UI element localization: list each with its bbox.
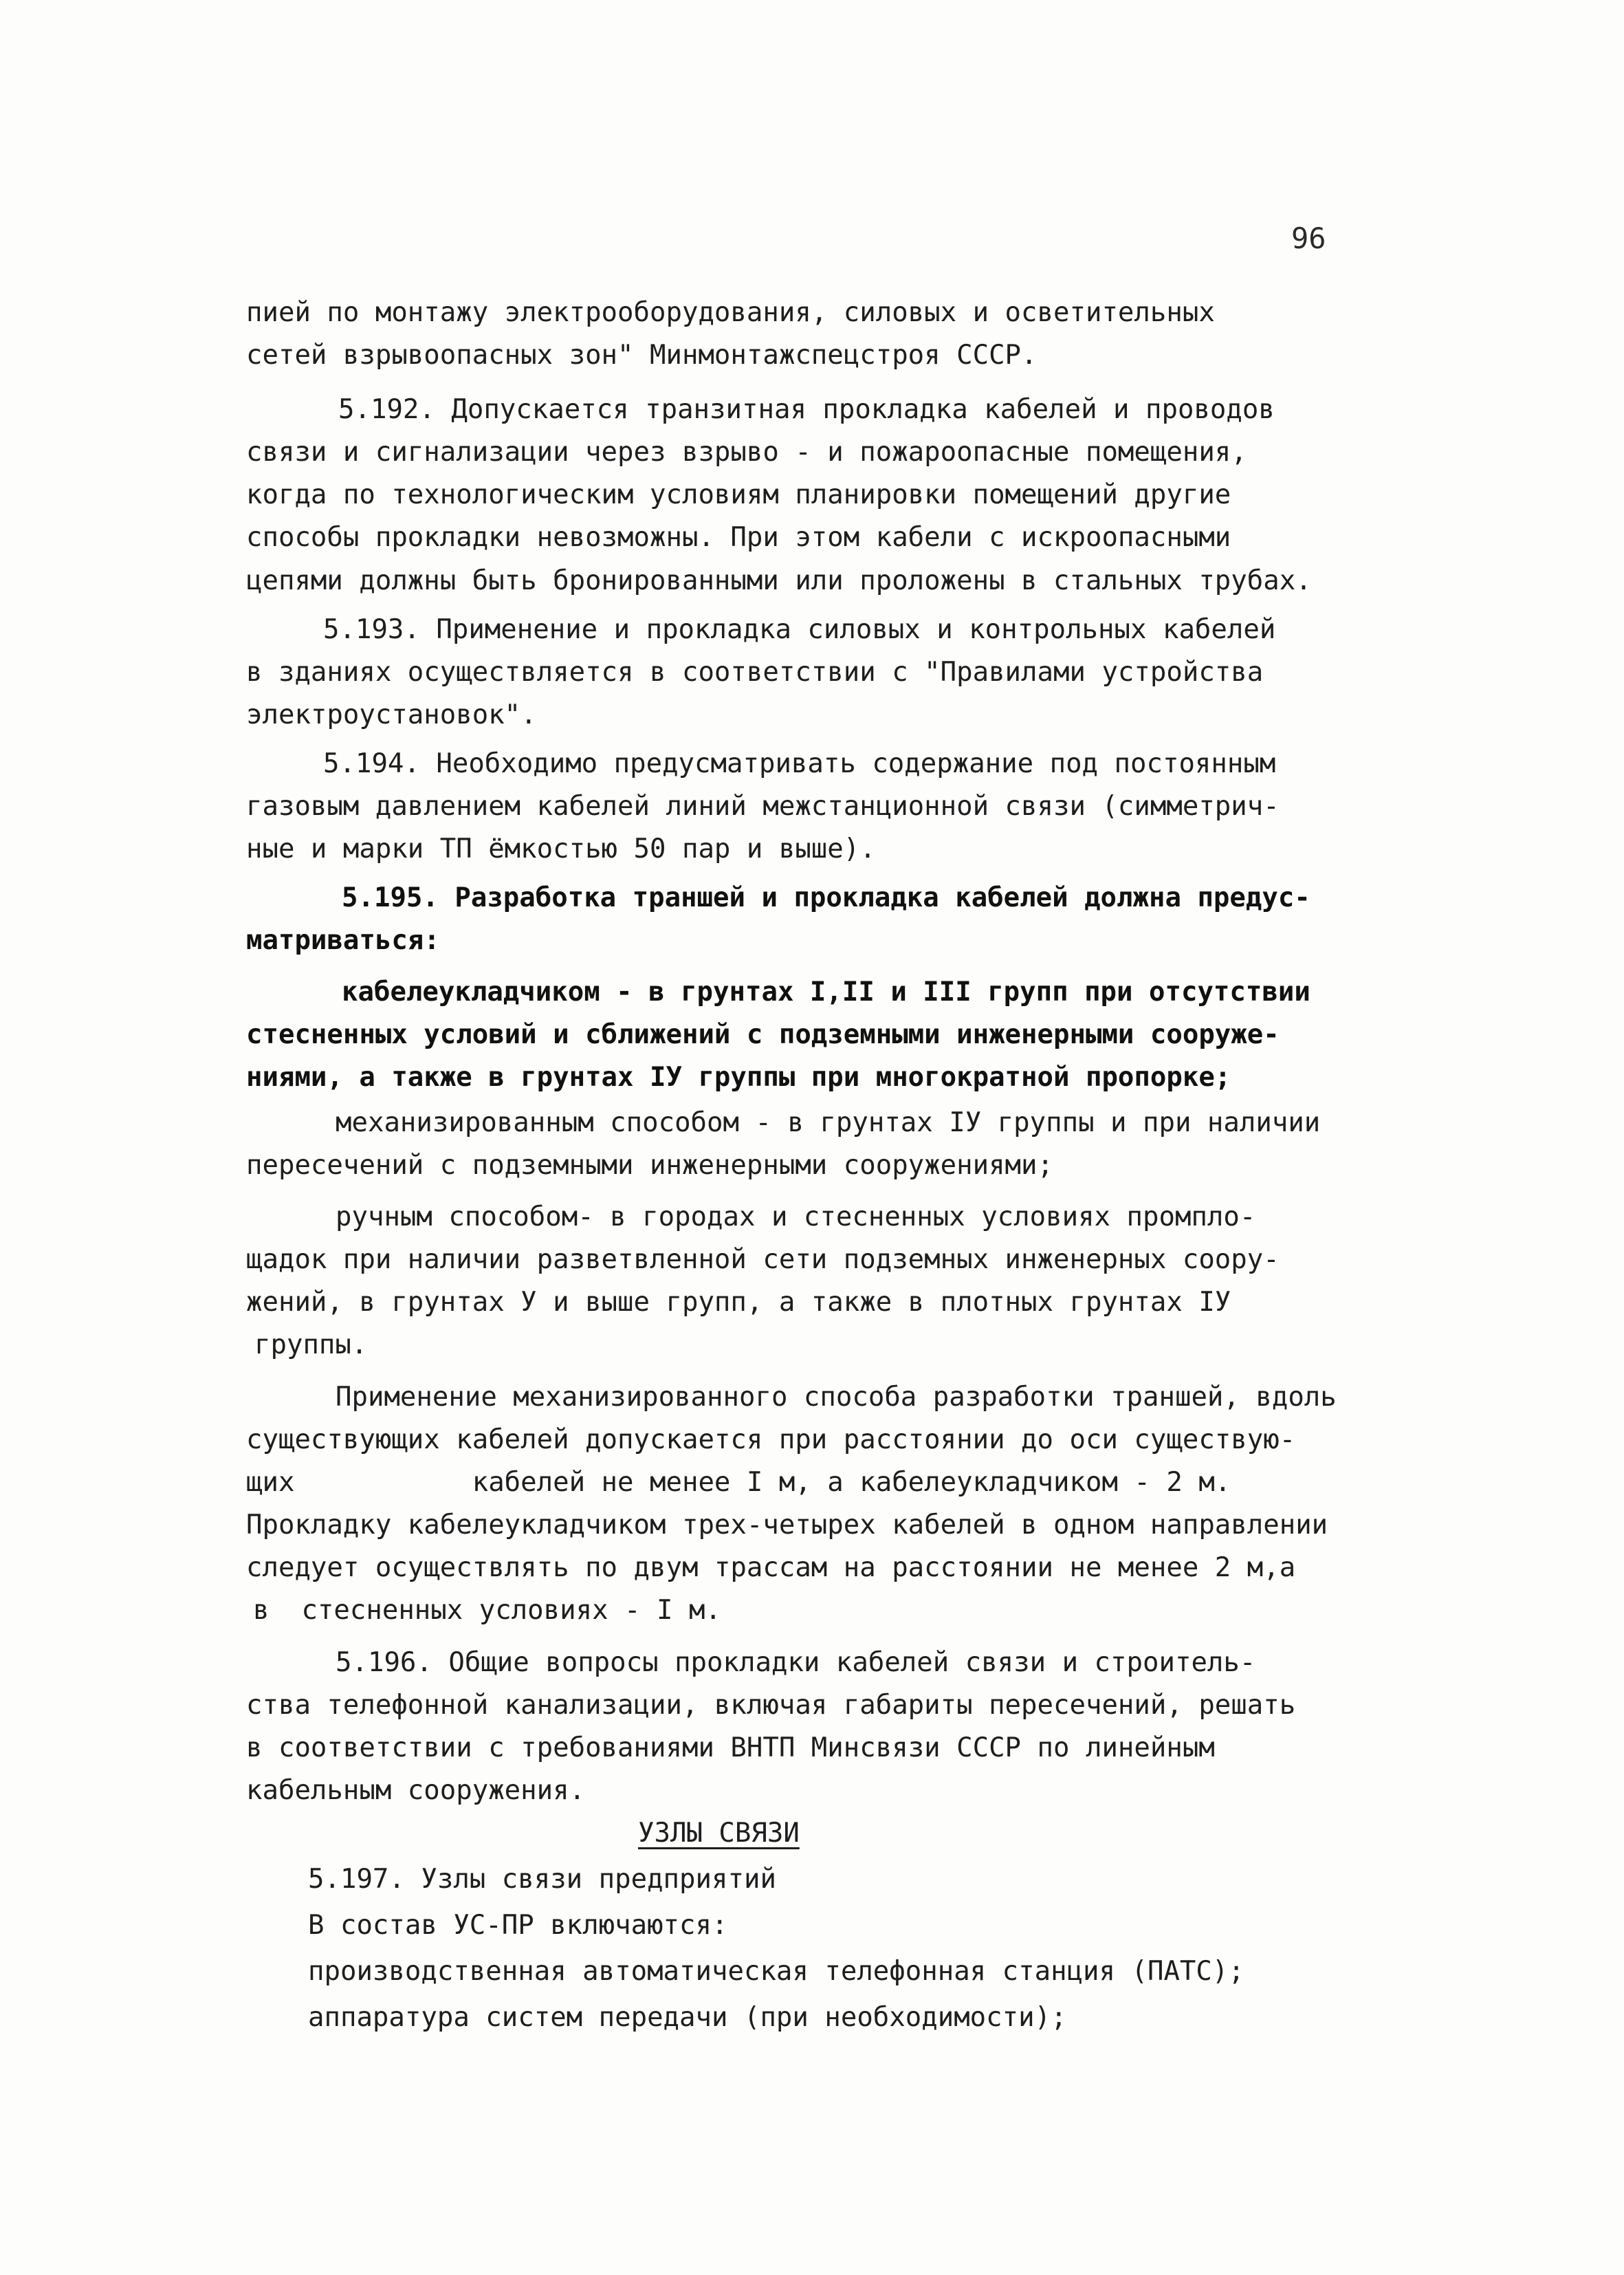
text-line: электроустановок". (246, 699, 537, 730)
text-line: пией по монтажу электрооборудования, силовых и осветительных (246, 297, 1215, 328)
text-line: существующих кабелей допускается при расстоянии до оси существую- (246, 1424, 1296, 1455)
text-line: 5.192. Допускается транзитная прокладка кабелей и проводов (338, 394, 1275, 425)
text-line: В состав УС-ПР включаются: (308, 1910, 728, 1941)
section-heading: УЗЛЫ СВЯЗИ (638, 1818, 800, 1849)
text-line: щадок при наличии разветвленной сети подземных инженерных соору- (246, 1244, 1280, 1275)
text-line-bold: ниями, а также в грунтах IУ группы при многократной пропорке; (246, 1062, 1231, 1093)
text-line: в зданиях осуществляется в соответствии с "Правилами устройства (246, 657, 1264, 688)
text-line: ручным способом- в городах и стесненных условиях промпло- (336, 1201, 1256, 1232)
text-line: аппаратура систем передачи (при необходимости); (308, 2002, 1067, 2033)
text-line: 5.196. Общие вопросы прокладки кабелей связи и строитель- (336, 1647, 1256, 1678)
text-line: сетей взрывоопасных зон" Минмонтажспецстроя СССР. (246, 340, 1038, 371)
text-line: 5.197. Узлы связи предприятий (308, 1864, 776, 1895)
text-line: Применение механизированного способа разработки траншей, вдоль (336, 1382, 1337, 1413)
text-line: кабельным сооружения. (246, 1775, 586, 1806)
text-line: производственная автоматическая телефонная станция (ПАТС); (308, 1956, 1244, 1987)
text-line: в соответствии с требованиями ВНТП Минсвязи СССР по линейным (246, 1732, 1215, 1763)
text-line: жений, в грунтах У и выше групп, а также в плотных грунтах IУ (246, 1287, 1231, 1318)
text-line: следует осуществлять по двум трассам на расстоянии не менее 2 м,а (246, 1552, 1296, 1583)
text-line-bold: 5.195. Разработка траншей и прокладка кабелей должна предус- (342, 882, 1310, 913)
text-line: когда по технологическим условиям планировки помещений другие (246, 479, 1231, 510)
text-line: 5.193. Применение и прокладка силовых и контрольных кабелей (323, 614, 1276, 645)
text-line: щих кабелей не менее I м, а кабелеукладчиком - 2 м. (246, 1467, 1231, 1498)
text-line: в стесненных условиях - I м. (253, 1595, 721, 1626)
text-line: связи и сигнализации через взрыво - и пожароопасные помещения, (246, 437, 1247, 468)
text-line: газовым давлением кабелей линий межстанционной связи (симметрич- (246, 791, 1280, 822)
text-line: цепями должны быть бронированными или проложены в стальных трубах. (246, 565, 1312, 596)
text-line: механизированным способом - в грунтах IУ группы и при наличии (336, 1107, 1321, 1138)
text-line-bold: матриваться: (246, 925, 440, 956)
text-line: пересечений с подземными инженерными сооружениями; (246, 1150, 1053, 1181)
text-line: способы прокладки невозможны. При этом кабели с искроопасными (246, 522, 1231, 553)
text-line: Прокладку кабелеукладчиком трех-четырех кабелей в одном направлении (246, 1510, 1328, 1541)
page-number: 96 (1291, 221, 1326, 255)
text-line-bold: кабелеукладчиком - в грунтах I,II и III групп при отсутствии (342, 977, 1310, 1008)
text-line: группы. (254, 1329, 368, 1360)
text-line: ные и марки ТП ёмкостью 50 пар и выше). (246, 834, 876, 864)
text-line: 5.194. Необходимо предусматривать содержание под постоянным (323, 748, 1276, 779)
text-line-bold: стесненных условий и сближений с подземными инженерными сооруже- (246, 1019, 1280, 1050)
text-line: ства телефонной канализации, включая габариты пересечений, решать (246, 1690, 1296, 1721)
